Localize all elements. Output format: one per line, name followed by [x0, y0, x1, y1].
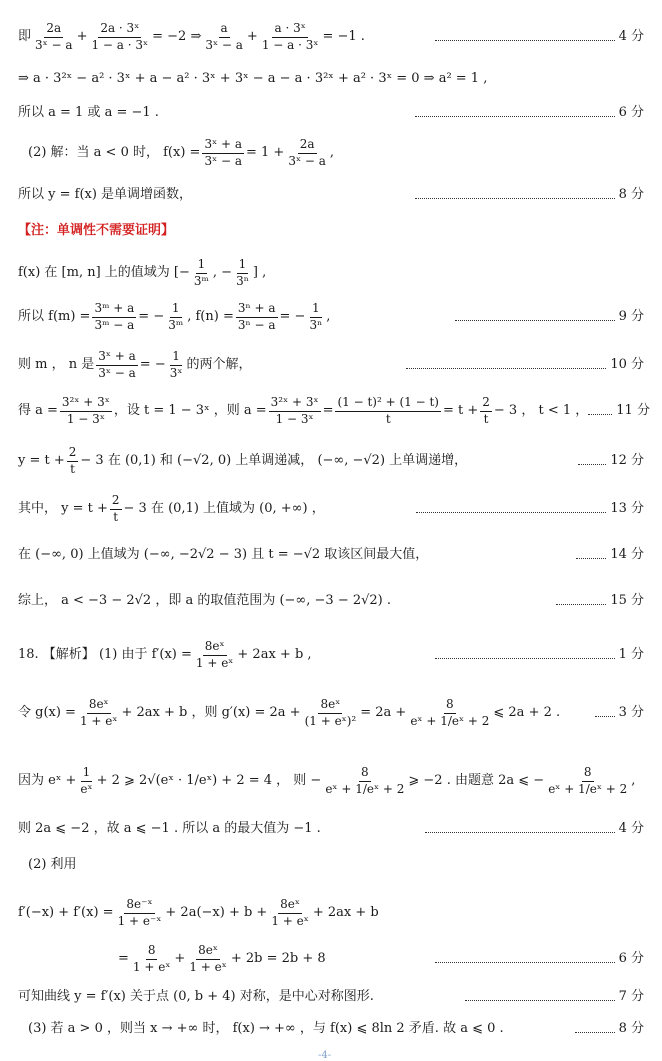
fraction: $\frac{\text{3ˣ + a}}{\text{3ˣ − a}}$	[98, 349, 136, 380]
equation-line: (3) 若 a > 0 ，则当 x → +∞ 时， f(x) → +∞ ，与 f(x) ⩽ 8ln 2 矛盾. 故 a ⩽ 0 . 8 分	[28, 1021, 644, 1036]
equation-line: 其中， y = t + $\frac{2}{t}$ − 3 在 (0,1) 上值域为 (0, +∞) ， 13 分	[18, 493, 644, 524]
score-marker: 7 分	[465, 990, 644, 1005]
fraction: $\frac{\text{3²ˣ + 3ˣ}}{\text{1 − 3ˣ}}$	[270, 395, 319, 426]
equation-line: (2) 解：当 a < 0 时， f(x) = $\frac{\text{3ˣ + a}}{\text{3ˣ − a}}$ = 1 + $\frac{2a}{\text{3ˣ − a}}$ ,	[28, 137, 335, 168]
fraction: $\frac{1}{\text{3ᵐ}}$	[168, 301, 184, 332]
fraction: $\frac{\text{(1 − t)² + (1 − t)}}{t}$	[337, 395, 439, 426]
fraction: $\frac{1}{\text{3ⁿ}}$	[236, 257, 249, 288]
score-marker: 14 分	[576, 548, 644, 563]
fraction: $\frac{2}{t}$	[111, 493, 120, 524]
fraction: $\frac{\text{8eˣ}}{\text{1 + eˣ}}$	[79, 697, 118, 728]
score-marker: 4 分	[435, 30, 644, 45]
equation-line: 在 (−∞, 0) 上值域为 (−∞, −2√2 − 3) 且 t = −√2 取该区间最大值， 14 分	[18, 547, 644, 562]
score-marker: 13 分	[416, 502, 644, 517]
fraction: $\frac{\text{2a · 3ˣ}}{\text{1 − a · 3ˣ}}$	[91, 21, 149, 52]
score-marker: 11 分	[588, 404, 650, 419]
equation-line: 得 a = $\frac{\text{3²ˣ + 3ˣ}}{\text{1 − 3ˣ}}$ ，设 t = 1 − 3ˣ ，则 a = $\frac{\text{3²ˣ + 3ˣ}}{\text{1 − 3ˣ}}$ = $\frac{\text{(1 − t)² + (1 − t)}}{t}$ = t + $\frac{2}{t}$ − 3 ， t < 1 ， 11 分	[18, 395, 650, 426]
fraction: $\frac{8}{\text{eˣ + 1/eˣ + 2}}$	[410, 697, 490, 728]
equation-line: 令 g(x) = $\frac{\text{8eˣ}}{\text{1 + eˣ}}$ + 2ax + b ，则 g′(x) = 2a + $\frac{\text{8eˣ}}{\text{(1 + eˣ)²}}$ = 2a + $\frac{8}{\text{eˣ + 1/eˣ + 2}}$ ⩽ 2a + 2 . 3 分	[18, 697, 644, 728]
equation-line: 则 m ， n 是 $\frac{\text{3ˣ + a}}{\text{3ˣ − a}}$ = − $\frac{1}{\text{3ˣ}}$ 的两个解， 10 分	[18, 349, 644, 380]
fraction: $\frac{2a}{\text{3ˣ − a}}$	[35, 21, 73, 52]
fraction: $\frac{\text{8e⁻ˣ}}{\text{1 + e⁻ˣ}}$	[117, 897, 162, 928]
line-text: 即	[18, 28, 32, 44]
equation-line: 因为 eˣ + $\frac{1}{\text{eˣ}}$ + 2 ⩾ 2√(eˣ · 1/eˣ) + 2 = 4 ， 则 − $\frac{8}{\text{eˣ + 1/eˣ + 2}}$ ⩾ −2 . 由题意 2a ⩽ − $\frac{8}{\text{eˣ + 1/eˣ + 2}}$ ,	[18, 765, 636, 796]
conclusion-line: 所以 a = 1 或 a = −1 . 6 分	[18, 105, 644, 120]
fraction: $\frac{\text{a · 3ˣ}}{\text{1 − a · 3ˣ}}$	[261, 21, 319, 52]
equation-line: y = t + $\frac{2}{t}$ − 3 在 (0,1) 和 (−√2, 0) 上单调递减， (−∞, −√2) 上单调递增， 12 分	[18, 445, 644, 476]
equation-line: ⇒ a · 3²ˣ − a² · 3ˣ + a − a² · 3ˣ + 3ˣ − a − a · 3²ˣ + a² · 3ˣ = 0 ⇒ a² = 1 ,	[18, 71, 488, 86]
fraction: $\frac{8}{\text{1 + eˣ}}$	[132, 943, 171, 974]
fraction: $\frac{8}{\text{eˣ + 1/eˣ + 2}}$	[325, 765, 405, 796]
fraction: $\frac{\text{8eˣ}}{\text{1 + eˣ}}$	[271, 897, 309, 928]
score-marker: 15 分	[556, 594, 644, 609]
fraction: $\frac{8}{\text{eˣ + 1/eˣ + 2}}$	[548, 765, 628, 796]
question-heading: 18. 【解析】 (1) 由于 f′(x) = $\frac{\text{8eˣ}}{\text{1 + eˣ}}$ + 2ax + b , 1 分	[18, 639, 644, 670]
fraction: $\frac{2}{t}$	[68, 445, 77, 476]
fraction: $\frac{\text{8eˣ}}{\text{1 + eˣ}}$	[189, 943, 227, 974]
conclusion-line: 综上， a < −3 − 2√2 ，即 a 的取值范围为 (−∞, −3 − 2√2) . 15 分	[18, 593, 644, 608]
fraction: $\frac{1}{\text{3ˣ}}$	[169, 349, 183, 380]
fraction: $\frac{\text{3ᵐ + a}}{\text{3ᵐ − a}}$	[94, 301, 135, 332]
score-marker: 10 分	[406, 358, 644, 373]
grading-note: 【注：单调性不需要证明】	[18, 223, 175, 238]
equation-line: 所以 f(m) = $\frac{\text{3ᵐ + a}}{\text{3ᵐ − a}}$ = − $\frac{1}{\text{3ᵐ}}$ , f(n) = $\frac{\text{3ⁿ + a}}{\text{3ⁿ − a}}$ = − $\frac{1}{\text{3ⁿ}}$ , 9 分	[18, 301, 644, 332]
score-marker: 6 分	[435, 952, 644, 967]
conclusion-line: 可知曲线 y = f′(x) 关于点 (0, b + 4) 对称，是中心对称图形. 7 分	[18, 989, 644, 1004]
subpart-heading: (2) 利用	[28, 857, 77, 872]
equation-line: = $\frac{8}{\text{1 + eˣ}}$ + $\frac{\text{8eˣ}}{\text{1 + eˣ}}$ + 2b = 2b + 8 6 分	[118, 943, 644, 974]
conclusion-line: 则 2a ⩽ −2 ，故 a ⩽ −1 . 所以 a 的最大值为 −1 . 4 分	[18, 821, 644, 836]
score-marker: 9 分	[455, 310, 644, 325]
fraction: $\frac{\text{3²ˣ + 3ˣ}}{\text{1 − 3ˣ}}$	[61, 395, 110, 426]
score-marker: 12 分	[578, 454, 644, 469]
fraction: $\frac{\text{8eˣ}}{\text{(1 + eˣ)²}}$	[304, 697, 357, 728]
fraction: $\frac{\text{8eˣ}}{\text{1 + eˣ}}$	[195, 639, 234, 670]
score-marker: 8 分	[575, 1022, 644, 1037]
page-number: -4-	[318, 1050, 332, 1061]
fraction: $\frac{a}{\text{3ˣ − a}}$	[205, 21, 243, 52]
fraction: $\frac{1}{\text{3ⁿ}}$	[309, 301, 323, 332]
equation-line: f(x) 在 [m, n] 上的值域为 [− $\frac{1}{\text{3ᵐ}}$ , − $\frac{1}{\text{3ⁿ}}$ ] ,	[18, 257, 267, 288]
score-marker: 8 分	[415, 188, 644, 203]
score-marker: 6 分	[415, 106, 644, 121]
score-marker: 3 分	[595, 706, 644, 721]
score-marker: 4 分	[425, 822, 644, 837]
fraction: $\frac{1}{\text{3ᵐ}}$	[193, 257, 209, 288]
fraction: $\frac{\text{3ˣ + a}}{\text{3ˣ − a}}$	[204, 137, 242, 168]
equation-line: f′(−x) + f′(x) = $\frac{\text{8e⁻ˣ}}{\text{1 + e⁻ˣ}}$ + 2a(−x) + b + $\frac{\text{8eˣ}}{\text{1 + eˣ}}$ + 2ax + b	[18, 897, 379, 928]
score-marker: 1 分	[435, 648, 644, 663]
conclusion-line: 所以 y = f(x) 是单调增函数， 8 分	[18, 187, 644, 202]
fraction: $\frac{2}{t}$	[482, 395, 490, 426]
equation-line: 即 $\frac{2a}{\text{3ˣ − a}}$ + $\frac{\text{2a · 3ˣ}}{\text{1 − a · 3ˣ}}$ = −2 ⇒ $\frac{a}{\text{3ˣ − a}}$ + $\frac{\text{a · 3ˣ}}{\text{1 − a · 3ˣ}}$ = −1 . 4 分	[18, 21, 644, 52]
fraction: $\frac{\text{3ⁿ + a}}{\text{3ⁿ − a}}$	[237, 301, 276, 332]
fraction: $\frac{1}{\text{eˣ}}$	[80, 765, 93, 796]
fraction: $\frac{2a}{\text{3ˣ − a}}$	[288, 137, 326, 168]
